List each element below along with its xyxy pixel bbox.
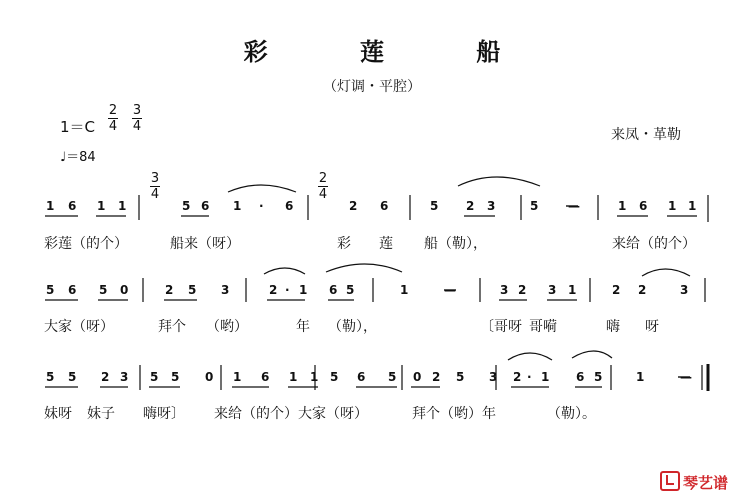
lyric-r3-1: 妹呀 bbox=[44, 406, 72, 422]
meter-numerator: 2 bbox=[318, 171, 328, 186]
note-row1-5: 6 bbox=[201, 199, 210, 213]
note-row3-12: 6 bbox=[357, 370, 366, 384]
note-row3-11: 5 bbox=[330, 370, 339, 384]
note-row2-14: 3 bbox=[500, 283, 509, 297]
lyric-r3-5: 拜个（哟）年 bbox=[412, 406, 496, 422]
slur-mark bbox=[572, 351, 612, 358]
lyric-r1-3: 彩 bbox=[337, 236, 351, 252]
meter-denominator: 4 bbox=[132, 119, 142, 134]
note-row2-9: 1 bbox=[299, 283, 308, 297]
lyric-r1-6: 来给（的个） bbox=[612, 236, 696, 252]
tempo-marking: ♩＝84 bbox=[60, 150, 96, 165]
note-row2-12: 1 bbox=[400, 283, 409, 297]
note-row2-10: 6 bbox=[329, 283, 338, 297]
slur-mark bbox=[264, 268, 305, 274]
note-row3-21: 6 bbox=[576, 370, 585, 384]
slur-mark bbox=[458, 177, 540, 186]
lyric-r3-4: 来给（的个）大家（呀） bbox=[214, 406, 368, 422]
slur-mark bbox=[228, 185, 296, 192]
note-row2-6: 3 bbox=[221, 283, 230, 297]
slur-mark bbox=[326, 264, 402, 272]
note-row1-10: 6 bbox=[380, 199, 389, 213]
note-row2-11: 5 bbox=[346, 283, 355, 297]
watermark-logo bbox=[660, 471, 728, 493]
note-row3-3: 3 bbox=[120, 370, 129, 384]
note-row1-3: 1 bbox=[118, 199, 127, 213]
lyric-r2-1: 大家（呀） bbox=[44, 319, 114, 335]
note-row3-22: 5 bbox=[594, 370, 603, 384]
note-row3-16: 5 bbox=[456, 370, 465, 384]
note-row2-8: · bbox=[285, 283, 290, 297]
lyric-r3-2: 妹子 bbox=[87, 406, 115, 422]
note-row3-10: 1 bbox=[310, 370, 319, 384]
lyric-r2-5: （勒）， bbox=[328, 319, 377, 335]
note-row1-16: 1 bbox=[618, 199, 627, 213]
meter-numerator: 3 bbox=[150, 171, 160, 186]
key-signature: 1＝C bbox=[60, 118, 96, 136]
note-row2-1: 6 bbox=[68, 283, 77, 297]
note-row1-1: 6 bbox=[68, 199, 77, 213]
note-row1-19: 1 bbox=[688, 199, 697, 213]
note-row1-7: · bbox=[259, 199, 264, 213]
lyric-r2-6: 〔哥呀 bbox=[480, 319, 522, 335]
lyric-r2-9: 呀 bbox=[645, 319, 659, 335]
lyric-r2-4: 年 bbox=[296, 319, 310, 335]
note-row3-2: 2 bbox=[101, 370, 110, 384]
source-credit: 来凤・革勒 bbox=[611, 127, 681, 143]
note-row2-0: 5 bbox=[46, 283, 55, 297]
note-row3-19: · bbox=[527, 370, 532, 384]
note-row1-2: 1 bbox=[97, 199, 106, 213]
note-row1-9: 2 bbox=[349, 199, 358, 213]
slur-mark bbox=[642, 269, 690, 276]
note-row3-9: 1 bbox=[289, 370, 298, 384]
meter-numerator: 3 bbox=[132, 103, 142, 118]
note-row1-17: 6 bbox=[639, 199, 648, 213]
meter-denominator: 4 bbox=[108, 119, 118, 134]
lyric-r1-4: 莲 bbox=[379, 236, 393, 252]
note-row2-19: 2 bbox=[638, 283, 647, 297]
note-row2-15: 2 bbox=[518, 283, 527, 297]
note-row3-17: 3 bbox=[489, 370, 498, 384]
note-row2-13: — bbox=[444, 283, 456, 297]
note-row1-0: 1 bbox=[46, 199, 55, 213]
meter-numerator: 2 bbox=[108, 103, 118, 118]
lyric-r2-7: 哥嗬 bbox=[529, 319, 557, 335]
watermark-text: 琴艺谱 bbox=[682, 474, 728, 492]
note-row3-5: 5 bbox=[171, 370, 180, 384]
note-row3-24: — bbox=[680, 370, 692, 384]
note-row1-6: 1 bbox=[233, 199, 242, 213]
note-row1-11: 5 bbox=[430, 199, 439, 213]
note-row2-17: 1 bbox=[568, 283, 577, 297]
lyric-r2-2: 拜个 bbox=[158, 319, 186, 335]
note-row3-1: 5 bbox=[68, 370, 77, 384]
note-row2-2: 5 bbox=[99, 283, 108, 297]
lyric-r1-5: 船（勒）， bbox=[424, 236, 487, 252]
note-row2-4: 2 bbox=[165, 283, 174, 297]
meter-denominator: 4 bbox=[150, 187, 160, 202]
note-row1-18: 1 bbox=[668, 199, 677, 213]
song-title: 彩 莲 船 bbox=[243, 38, 543, 66]
note-row3-13: 5 bbox=[388, 370, 397, 384]
note-row3-15: 2 bbox=[432, 370, 441, 384]
note-row1-13: 3 bbox=[487, 199, 496, 213]
note-row3-0: 5 bbox=[46, 370, 55, 384]
lyric-r3-3: 嗨呀〕 bbox=[143, 406, 185, 422]
lyric-r1-1: 彩莲（的个） bbox=[44, 236, 128, 252]
note-row2-18: 2 bbox=[612, 283, 621, 297]
note-row2-5: 5 bbox=[188, 283, 197, 297]
note-row3-8: 6 bbox=[261, 370, 270, 384]
note-row3-4: 5 bbox=[150, 370, 159, 384]
note-row3-23: 1 bbox=[636, 370, 645, 384]
note-row1-15: — bbox=[568, 199, 580, 213]
note-row1-14: 5 bbox=[530, 199, 539, 213]
lyric-r3-6: （勒）。 bbox=[547, 406, 596, 422]
note-row2-3: 0 bbox=[120, 283, 129, 297]
note-row2-7: 2 bbox=[269, 283, 278, 297]
note-row1-8: 6 bbox=[285, 199, 294, 213]
note-row3-20: 1 bbox=[541, 370, 550, 384]
meter-denominator: 4 bbox=[318, 187, 328, 202]
note-row3-14: 0 bbox=[413, 370, 422, 384]
note-row3-6: 0 bbox=[205, 370, 214, 384]
note-row1-4: 5 bbox=[182, 199, 191, 213]
song-subtitle: （灯调・平腔） bbox=[323, 79, 421, 95]
lyric-r2-3: （哟） bbox=[206, 319, 248, 335]
lyric-r2-8: 嗨 bbox=[606, 319, 620, 335]
slur-mark bbox=[508, 353, 552, 360]
lyric-r1-2: 船来（呀） bbox=[170, 236, 240, 252]
note-row3-7: 1 bbox=[233, 370, 242, 384]
note-row3-18: 2 bbox=[513, 370, 522, 384]
note-row1-12: 2 bbox=[466, 199, 475, 213]
logo-icon bbox=[660, 471, 680, 491]
note-row2-16: 3 bbox=[548, 283, 557, 297]
note-row2-20: 3 bbox=[680, 283, 689, 297]
